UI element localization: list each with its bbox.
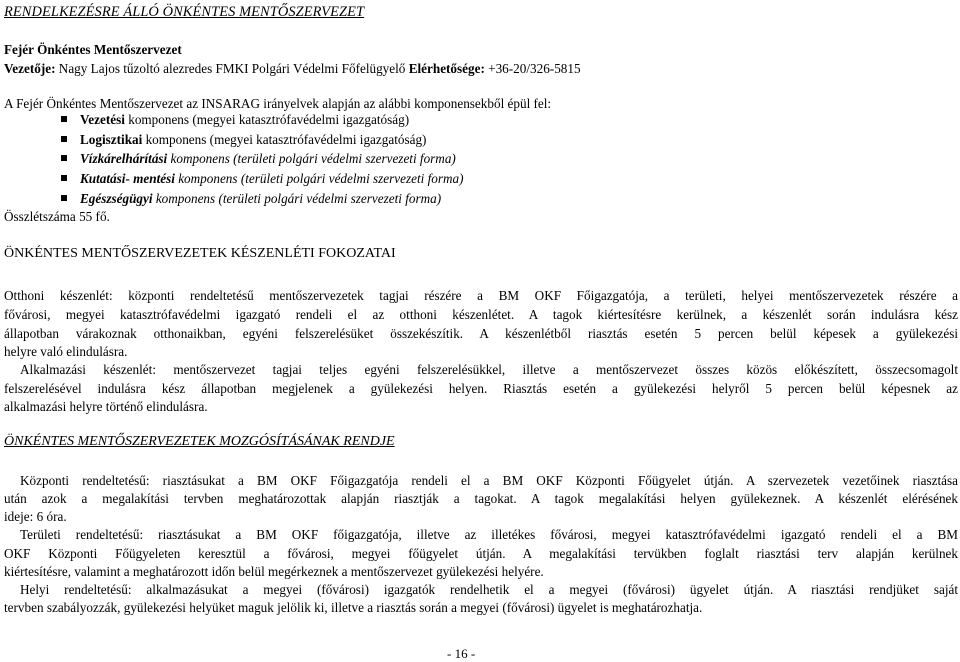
component-desc: komponens (területi polgári védelmi szervezeti forma) <box>174 171 464 186</box>
document-title: RENDELKEZÉSRE ÁLLÓ ÖNKÉNTES MENTŐSZERVEZET <box>4 4 365 20</box>
component-item <box>80 131 426 148</box>
bullet-icon <box>61 175 67 181</box>
paragraph-line: állapotban várakoznak otthonaikban, egyéni felszerelésüket összekészítik. A készenlétből riasztás esetén 5 percen belül képesek a gyülekezési <box>4 326 958 341</box>
component-term: Logisztikai <box>80 132 143 147</box>
section-heading-mobilization: ÖNKÉNTES MENTŐSZERVEZETEK MOZGÓSÍTÁSÁNAK RENDJE <box>4 434 395 449</box>
component-desc: komponens (megyei katasztrófavédelmi igazgatóság) <box>124 112 410 127</box>
bullet-icon <box>61 136 67 142</box>
paragraph-line: után azok a megalakítási tervben meghatározottak alapján riasztják a tagokat. A tagok megalakítási helyen gyülekeznek. A készenlét elérésének <box>4 491 958 506</box>
paragraph-line: fővárosi, megyei katasztrófavédelmi igazgató rendeli el az otthoni készenlétet. A tagok kiértesítésre kerülnek, a készenlét során indulásra kész <box>4 307 958 322</box>
paragraph-line: ideje: 6 óra. <box>4 509 67 524</box>
bullet-icon <box>61 155 67 161</box>
component-desc: komponens (területi polgári védelmi szervezeti forma) <box>152 191 442 206</box>
paragraph-line: alkalmazási helyre történő elindulásra. <box>4 399 208 414</box>
paragraph-line: helyre való elindulásra. <box>4 344 128 359</box>
intro-text: A Fejér Önkéntes Mentőszervezet az INSARAG irányelvek alapján az alábbi komponensekből épül fel: <box>4 96 552 111</box>
paragraph-line: kiértesítésre, valamint a meghatározott időn belül megérkeznek a mentőszervezet gyülekezési helyére. <box>4 564 544 579</box>
paragraph-line: tervben szabályozzák, gyülekezési helyüket maguk jelölik ki, illetve a riasztás során a megyei (fővárosi) ügyelet is meghatározhatja. <box>4 600 703 615</box>
page-number: - 16 - <box>447 646 476 661</box>
component-item <box>80 190 441 207</box>
paragraph-line: felszerelésével indulásra kész állapotban megjelenek a gyülekezési helyen. Riasztás esetén a gyülekezési helyről 5 percen belül képesnek az <box>4 381 958 396</box>
leader-value: Nagy Lajos tűzoltó alezredes FMKI Polgári Védelmi Főfelügyelő <box>58 61 406 76</box>
paragraph-line: Helyi rendeltetésű: alkalmazásukat a megyei (fővárosi) igazgatók rendelhetik el a megyei (fővárosi) ügyelet útján. A riasztási rendjüket saját <box>20 582 958 597</box>
component-desc: komponens (megyei katasztrófavédelmi igazgatóság) <box>142 132 427 147</box>
component-item <box>80 150 456 167</box>
paragraph-line: Központi rendeltetésű: riasztásukat a BM OKF Főigazgatója rendeli el a BM OKF Központi Főügyelet útján. A szervezetek vezetőinek riasztása <box>20 473 958 488</box>
bullet-icon <box>61 195 67 201</box>
paragraph-line: OKF Központi Főügyeleten keresztül a fővárosi, megyei főügyelet útján. A megalakítási tervükben foglalt riasztási terv alapján kerülnek <box>4 546 958 561</box>
paragraph-line: Otthoni készenlét: központi rendeltetésű mentőszervezetek tagjai részére a BM OKF Főigazgatója, a területi, helyei mentőszervezetek részére a <box>4 288 958 303</box>
org-leader-line <box>4 60 581 77</box>
paragraph-line: Alkalmazási készenlét: mentőszervezet tagjai teljes egyéni felszerelésükkel, illetve a mentőszervezet összes közös előkészített, összecsomagolt <box>20 362 958 377</box>
component-term: Egészségügyi <box>80 191 153 206</box>
component-term: Vezetési <box>80 112 125 127</box>
component-term: Kutatási- mentési <box>80 171 175 186</box>
leader-label: Vezetője: <box>4 61 56 76</box>
paragraph-line: Területi rendeltetésű: riasztásukat a BM OKF főigazgatója, illetve az illetékes fővárosi, megyei katasztrófavédelmi igazgató rendeli el a BM <box>20 527 958 542</box>
contact-label: Elérhetősége: <box>408 61 485 76</box>
component-item <box>80 170 464 187</box>
contact-value: +36-20/326-5815 <box>488 61 581 76</box>
total-count: Összlétszáma 55 fő. <box>4 209 110 224</box>
org-name: Fejér Önkéntes Mentőszervezet <box>4 42 182 57</box>
component-desc: komponens (területi polgári védelmi szervezeti forma) <box>167 151 456 166</box>
section-heading-readiness: ÖNKÉNTES MENTŐSZERVEZETEK KÉSZENLÉTI FOKOZATAI <box>4 246 396 261</box>
component-item <box>80 111 409 128</box>
bullet-icon <box>61 116 67 122</box>
component-term: Vízkárelhárítási <box>80 151 168 166</box>
